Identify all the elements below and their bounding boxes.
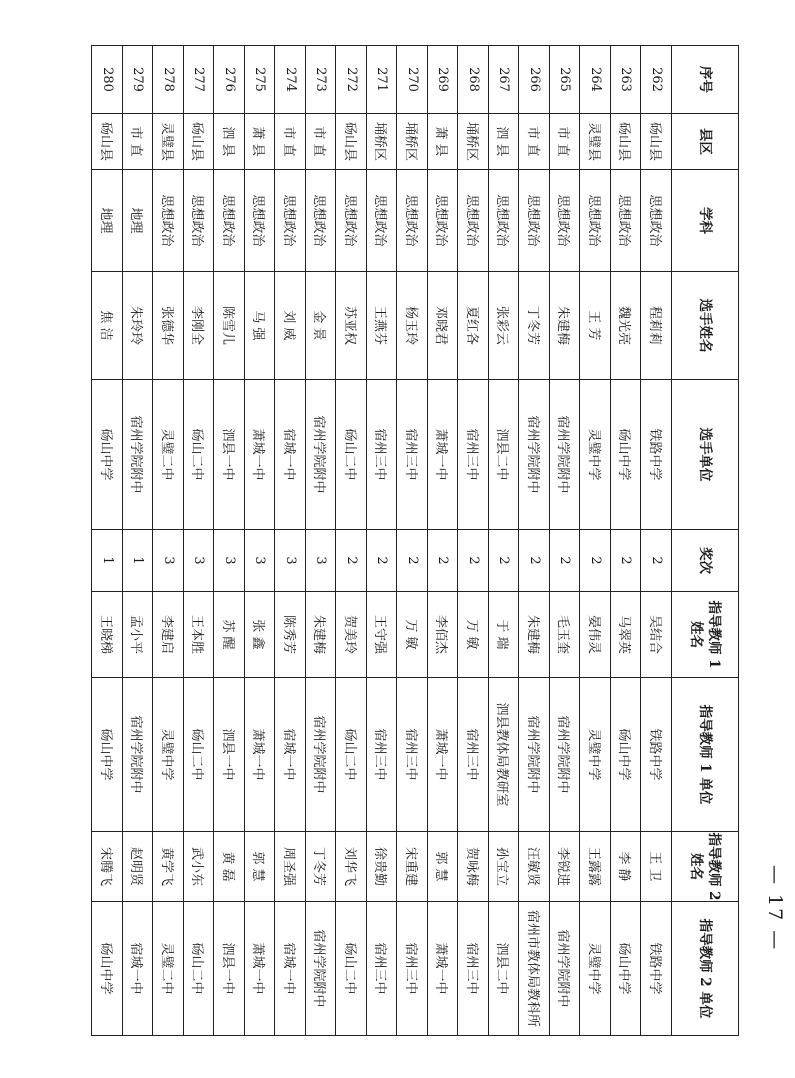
table-row [275,46,306,1036]
cell-teacher1: 于 瑞 [489,592,520,678]
cell-index: 268 [458,46,489,114]
cell-teacher1-unit: 宿州学院附中 [550,678,581,832]
cell-subject: 地理 [123,170,154,272]
cell-teacher1: 苏 醒 [214,592,245,678]
cell-county: 灵璧县 [153,114,184,170]
cell-teacher2: 孙宝立 [489,832,520,902]
table-row [306,46,337,1036]
cell-teacher1: 贺美玲 [336,592,367,678]
cell-teacher1: 李佰杰 [428,592,459,678]
cell-teacher2: 黄学飞 [153,832,184,902]
cell-name: 马 强 [245,272,276,380]
col-header-teacher2-unit: 指导教师 2 单位 [672,902,739,1036]
cell-subject: 思想政治 [245,170,276,272]
cell-teacher1-unit: 砀山中学 [611,678,642,832]
cell-teacher1: 陈秀芳 [275,592,306,678]
cell-teacher2-unit: 泗县一中 [214,902,245,1036]
cell-index: 273 [306,46,337,114]
cell-teacher1-unit: 泗县教体局教研室 [489,678,520,832]
table-row [519,46,550,1036]
cell-teacher1: 朱建梅 [519,592,550,678]
col-header-unit: 选手单位 [672,380,739,530]
cell-teacher1: 毛玉奎 [550,592,581,678]
cell-subject: 思想政治 [397,170,428,272]
cell-county: 萧 县 [245,114,276,170]
col-header-subject: 学科 [672,170,739,272]
table-header-row [672,46,739,1036]
cell-index: 267 [489,46,520,114]
table-row [123,46,154,1036]
cell-teacher1-unit: 宿州三中 [397,678,428,832]
cell-name: 朱建梅 [550,272,581,380]
cell-teacher1-unit: 宿州三中 [458,678,489,832]
cell-county: 灵璧县 [580,114,611,170]
cell-subject: 思想政治 [519,170,550,272]
cell-county: 砀山县 [336,114,367,170]
cell-index: 276 [214,46,245,114]
cell-teacher2: 宋腾飞 [92,832,123,902]
cell-teacher2-unit: 宿州三中 [458,902,489,1036]
col-header-name: 选手姓名 [672,272,739,380]
cell-name: 夏红各 [458,272,489,380]
cell-teacher1: 晏伟灵 [580,592,611,678]
cell-index: 277 [184,46,215,114]
cell-name: 金 景 [306,272,337,380]
table-row [92,46,123,1036]
cell-name: 朱玲玲 [123,272,154,380]
cell-teacher2: 黄 磊 [214,832,245,902]
cell-teacher1-unit: 砀山二中 [184,678,215,832]
cell-index: 265 [550,46,581,114]
cell-unit: 宿州三中 [397,380,428,530]
cell-teacher2-unit: 砀山中学 [92,902,123,1036]
table-row [458,46,489,1036]
cell-teacher2: 汪敏贤 [519,832,550,902]
cell-subject: 思想政治 [611,170,642,272]
cell-index: 279 [123,46,154,114]
cell-teacher2: 宋重建 [397,832,428,902]
cell-county: 埇桥区 [367,114,398,170]
cell-teacher2-unit: 灵璧二中 [153,902,184,1036]
cell-index: 274 [275,46,306,114]
table-row [245,46,276,1036]
cell-county: 砀山县 [184,114,215,170]
cell-subject: 思想政治 [214,170,245,272]
cell-county: 砀山县 [641,114,672,170]
cell-teacher2: 郭 慧 [245,832,276,902]
cell-teacher2: 丁冬芳 [306,832,337,902]
cell-county: 萧 县 [428,114,459,170]
cell-teacher2: 李 静 [611,832,642,902]
cell-index: 269 [428,46,459,114]
cell-unit: 泗县二中 [489,380,520,530]
cell-name: 焦 洁 [92,272,123,380]
cell-rank: 2 [397,530,428,592]
cell-county: 市 直 [275,114,306,170]
cell-unit: 砀山二中 [184,380,215,530]
cell-unit: 砀山二中 [336,380,367,530]
cell-unit: 宿城一中 [275,380,306,530]
cell-name: 张彩云 [489,272,520,380]
col-header-teacher1-unit: 指导教师 1 单位 [672,678,739,832]
cell-teacher1-unit: 宿州学院附中 [306,678,337,832]
cell-subject: 地理 [92,170,123,272]
cell-subject: 思想政治 [336,170,367,272]
cell-teacher1-unit: 铁路中学 [641,678,672,832]
cell-teacher2: 郭 慧 [428,832,459,902]
cell-unit: 宿州学院附中 [519,380,550,530]
cell-rank: 3 [214,530,245,592]
cell-teacher1-unit: 宿州学院附中 [123,678,154,832]
cell-rank: 2 [519,530,550,592]
cell-index: 262 [641,46,672,114]
cell-rank: 1 [123,530,154,592]
table-row [184,46,215,1036]
col-header-teacher2: 指导教师 2 姓名 [672,832,739,902]
cell-index: 266 [519,46,550,114]
table-row [214,46,245,1036]
table-row [336,46,367,1036]
cell-rank: 2 [580,530,611,592]
cell-county: 砀山县 [92,114,123,170]
cell-teacher2: 周圣强 [275,832,306,902]
cell-rank: 2 [458,530,489,592]
cell-subject: 思想政治 [367,170,398,272]
award-table [92,45,740,1036]
cell-rank: 3 [245,530,276,592]
cell-teacher1-unit: 宿州三中 [367,678,398,832]
cell-index: 263 [611,46,642,114]
cell-rank: 2 [550,530,581,592]
cell-index: 264 [580,46,611,114]
table-row [153,46,184,1036]
cell-name: 王燕芬 [367,272,398,380]
cell-teacher2: 徐贵勤 [367,832,398,902]
cell-rank: 2 [489,530,520,592]
cell-name: 苏亚权 [336,272,367,380]
cell-unit: 砀山中学 [611,380,642,530]
cell-unit: 宿州学院附中 [550,380,581,530]
cell-rank: 3 [275,530,306,592]
cell-index: 280 [92,46,123,114]
cell-subject: 思想政治 [489,170,520,272]
cell-teacher1-unit: 萧城一中 [428,678,459,832]
cell-unit: 灵璧中学 [580,380,611,530]
cell-county: 泗 县 [214,114,245,170]
cell-rank: 3 [306,530,337,592]
cell-teacher1: 张 鑫 [245,592,276,678]
table-body [92,46,672,1036]
cell-subject: 思想政治 [184,170,215,272]
cell-teacher1: 万 敏 [397,592,428,678]
table-row [641,46,672,1036]
cell-unit: 萧城一中 [245,380,276,530]
table-row [397,46,428,1036]
cell-unit: 灵璧二中 [153,380,184,530]
col-header-county: 县区 [672,114,739,170]
cell-rank: 1 [92,530,123,592]
cell-rank: 2 [428,530,459,592]
cell-teacher2-unit: 铁路中学 [641,902,672,1036]
table-row [611,46,642,1036]
cell-teacher1: 马翠英 [611,592,642,678]
cell-rank: 2 [367,530,398,592]
cell-rank: 3 [153,530,184,592]
cell-teacher2: 赵明贤 [123,832,154,902]
cell-name: 刘 威 [275,272,306,380]
cell-name: 张德华 [153,272,184,380]
cell-teacher2-unit: 萧城一中 [245,902,276,1036]
cell-index: 272 [336,46,367,114]
cell-teacher2: 刘华飞 [336,832,367,902]
cell-teacher2-unit: 砀山二中 [184,902,215,1036]
cell-index: 275 [245,46,276,114]
cell-name: 邓晓君 [428,272,459,380]
cell-teacher1-unit: 砀山中学 [92,678,123,832]
cell-unit: 砀山中学 [92,380,123,530]
table-row [428,46,459,1036]
cell-teacher2: 王露露 [580,832,611,902]
cell-name: 魏光亮 [611,272,642,380]
table-row [489,46,520,1036]
cell-teacher1: 万 敏 [458,592,489,678]
cell-teacher2-unit: 宿城一中 [123,902,154,1036]
table-row [580,46,611,1036]
cell-unit: 宿州学院附中 [123,380,154,530]
cell-teacher1-unit: 灵璧中学 [580,678,611,832]
cell-teacher2-unit: 宿州学院附中 [306,902,337,1036]
cell-teacher1: 朱建梅 [306,592,337,678]
cell-teacher1: 王本胜 [184,592,215,678]
cell-teacher2-unit: 宿州三中 [397,902,428,1036]
cell-teacher1-unit: 砀山二中 [336,678,367,832]
cell-name: 杨玉玲 [397,272,428,380]
cell-rank: 2 [336,530,367,592]
page-number: — 17 — [764,865,786,952]
cell-county: 泗 县 [489,114,520,170]
cell-unit: 铁路中学 [641,380,672,530]
cell-teacher2: 武小东 [184,832,215,902]
table-row [367,46,398,1036]
cell-name: 李刚全 [184,272,215,380]
cell-teacher2: 李锐进 [550,832,581,902]
cell-index: 270 [397,46,428,114]
cell-teacher2-unit: 宿州学院附中 [550,902,581,1036]
cell-subject: 思想政治 [306,170,337,272]
cell-county: 市 直 [550,114,581,170]
cell-unit: 宿州学院附中 [306,380,337,530]
cell-teacher2-unit: 宿城一中 [275,902,306,1036]
cell-subject: 思想政治 [275,170,306,272]
cell-teacher2-unit: 灵璧中学 [580,902,611,1036]
cell-teacher1-unit: 灵璧中学 [153,678,184,832]
col-header-teacher1: 指导教师 1 姓名 [672,592,739,678]
cell-teacher1-unit: 宿城一中 [275,678,306,832]
cell-county: 埇桥区 [397,114,428,170]
cell-teacher1-unit: 宿州学院附中 [519,678,550,832]
cell-name: 陈雪儿 [214,272,245,380]
cell-county: 砀山县 [611,114,642,170]
cell-county: 市 直 [519,114,550,170]
cell-teacher2-unit: 宿州三中 [367,902,398,1036]
cell-subject: 思想政治 [641,170,672,272]
cell-unit: 宿州三中 [367,380,398,530]
cell-subject: 思想政治 [458,170,489,272]
cell-rank: 2 [611,530,642,592]
col-header-index: 序号 [672,46,739,114]
cell-subject: 思想政治 [428,170,459,272]
cell-county: 市 直 [306,114,337,170]
cell-county: 市 直 [123,114,154,170]
cell-teacher1-unit: 泗县一中 [214,678,245,832]
cell-subject: 思想政治 [550,170,581,272]
cell-name: 程莉莉 [641,272,672,380]
cell-teacher1: 李建启 [153,592,184,678]
cell-teacher2: 王 卫 [641,832,672,902]
cell-teacher1: 吴结合 [641,592,672,678]
cell-index: 278 [153,46,184,114]
cell-teacher1: 王守强 [367,592,398,678]
cell-index: 271 [367,46,398,114]
cell-county: 埇桥区 [458,114,489,170]
cell-teacher2-unit: 泗县二中 [489,902,520,1036]
cell-teacher1: 孟小平 [123,592,154,678]
cell-teacher2-unit: 砀山中学 [611,902,642,1036]
cell-teacher2-unit: 宿州市教体局教科所 [519,902,550,1036]
cell-teacher2-unit: 萧城一中 [428,902,459,1036]
cell-rank: 2 [641,530,672,592]
cell-unit: 泗县一中 [214,380,245,530]
cell-teacher1: 王晓梯 [92,592,123,678]
col-header-rank: 奖次 [672,530,739,592]
cell-teacher2-unit: 砀山二中 [336,902,367,1036]
cell-name: 王 芳 [580,272,611,380]
cell-name: 丁冬芳 [519,272,550,380]
cell-teacher2: 贺咏梅 [458,832,489,902]
cell-unit: 宿州三中 [458,380,489,530]
cell-teacher1-unit: 萧城一中 [245,678,276,832]
cell-rank: 3 [184,530,215,592]
cell-subject: 思想政治 [153,170,184,272]
cell-unit: 萧城一中 [428,380,459,530]
table-row [550,46,581,1036]
cell-subject: 思想政治 [580,170,611,272]
